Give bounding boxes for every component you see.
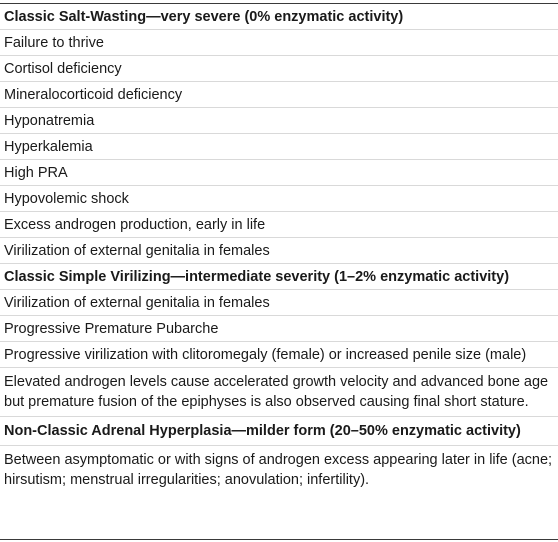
table-row: Cortisol deficiency — [0, 56, 558, 82]
table-row: Progressive virilization with clitoromegaly (female) or increased penile size (male) — [0, 342, 558, 368]
table-row: Elevated androgen levels cause accelerated growth velocity and advanced bone age but premature fusion of the epiphyses is also observed causing final short stature. — [0, 368, 558, 417]
table-row: Between asymptomatic or with signs of androgen excess appearing later in life (acne; hirsutism; menstrual irregularities; anovulation; infertility). — [4, 452, 553, 488]
section-heading-non-classic: Non-Classic Adrenal Hyperplasia—milder form (20–50% enzymatic activity) — [0, 417, 558, 446]
table-row: Excess androgen production, early in life — [0, 212, 558, 238]
table-bottom-rule — [0, 539, 558, 540]
table-row: Virilization of external genitalia in females — [0, 290, 558, 316]
table-body — [0, 4, 558, 494]
table-row: Mineralocorticoid deficiency — [0, 82, 558, 108]
table-row: Hypovolemic shock — [0, 186, 558, 212]
table-row: Progressive Premature Pubarche — [0, 316, 558, 342]
table-row: Virilization of external genitalia in females — [0, 238, 558, 264]
section-heading-salt-wasting: Classic Salt-Wasting—very severe (0% enzymatic activity) — [0, 4, 558, 30]
section-heading-simple-virilizing: Classic Simple Virilizing—intermediate severity (1–2% enzymatic activity) — [0, 264, 558, 290]
table-row: Hyponatremia — [0, 108, 558, 134]
table-row: Hyperkalemia — [0, 134, 558, 160]
table-row: Failure to thrive — [0, 30, 558, 56]
table-row: High PRA — [0, 160, 558, 186]
